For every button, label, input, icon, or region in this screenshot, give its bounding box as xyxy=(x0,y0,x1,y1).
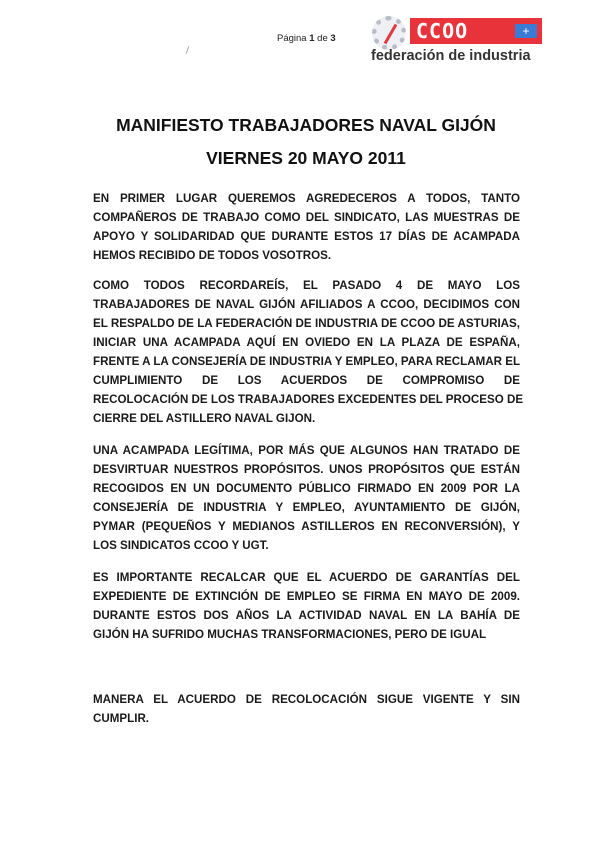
text-line: HEMOS RECIBIDO DE TODOS VOSOTROS. xyxy=(93,249,332,262)
gear-compass-icon xyxy=(372,16,406,50)
text-line: PYMAR (PEQUEÑOS Y MEDIANOS ASTILLEROS EN RECONVERSIÓN), Y xyxy=(93,520,520,533)
page-number xyxy=(277,33,336,44)
ccoo-banner xyxy=(410,18,542,44)
text-line: UNA ACAMPADA LEGÍTIMA, POR MÁS QUE ALGUNOS HAN TRATADO DE xyxy=(93,444,520,457)
text-line: LOS SINDICATOS CCOO Y UGT. xyxy=(93,539,269,552)
text-line: RECOGIDOS EN UN DOCUMENTO PÚBLICO FIRMADO EN 2009 POR LA xyxy=(93,482,520,495)
scan-mark xyxy=(186,46,190,54)
page-label: Página xyxy=(277,33,307,44)
text-line: CIERRE DEL ASTILLERO NAVAL GIJON. xyxy=(93,412,316,425)
page-current: 1 xyxy=(309,33,315,44)
text-line: EL RESPALDO DE LA FEDERACIÓN DE INDUSTRIA DE CCOO DE ASTURIAS, xyxy=(93,317,520,330)
text-line: GIJÓN HA SUFRIDO MUCHAS TRANSFORMACIONES, PERO DE IGUAL xyxy=(93,628,487,641)
text-line: DURANTE ESTOS DOS AÑOS LA ACTIVIDAD NAVAL EN LA BAHÍA DE xyxy=(93,609,520,622)
text-line: MANERA EL ACUERDO DE RECOLOCACIÓN SIGUE VIGENTE Y SIN xyxy=(93,693,520,706)
text-line: EN PRIMER LUGAR QUEREMOS AGREDECEROS A TODOS, TANTO xyxy=(93,192,520,205)
text-line: DESVIRTUAR NUESTROS PROPÓSITOS. UNOS PROPÓSITOS QUE ESTÁN xyxy=(93,463,520,476)
text-line: RECOLOCACIÓN DE LOS TRABAJADORES EXCEDENTES DEL PROCESO DE xyxy=(93,393,524,406)
text-line: CUMPLIR. xyxy=(93,712,150,725)
text-line: TRABAJADORES DE NAVAL GIJÓN AFILIADOS A CCOO, DECIDIMOS CON xyxy=(93,298,520,311)
document-subtitle: VIERNES 20 MAYO 2011 xyxy=(206,148,406,168)
plus-icon: + xyxy=(515,24,537,38)
logo-text: CCOO xyxy=(416,19,469,43)
text-line: CUMPLIMIENTO DE LOS ACUERDOS DE COMPROMISO DE xyxy=(93,374,520,387)
text-line: COMPAÑEROS DE TRABAJO COMO DEL SINDICATO, LAS MUESTRAS DE xyxy=(93,211,520,224)
text-line: EXPEDIENTE DE EXTINCIÓN DE EMPLEO SE FIRMA EN MAYO DE 2009. xyxy=(93,590,520,603)
text-line: ES IMPORTANTE RECALCAR QUE EL ACUERDO DE GARANTÍAS DEL xyxy=(93,571,520,584)
text-line: COMO TODOS RECORDAREÍS, EL PASADO 4 DE MAYO LOS xyxy=(93,279,520,292)
paragraph-3 xyxy=(93,441,520,555)
page-of: de xyxy=(317,33,328,44)
paragraph-1 xyxy=(93,189,520,265)
text-line: APOYO Y SOLIDARIDAD QUE DURANTE ESTOS 17 DÍAS DE ACAMPADA xyxy=(93,230,520,243)
text-line: CONSEJERÍA DE INDUSTRIA Y EMPLEO, AYUNTAMIENTO DE GIJÓN, xyxy=(93,501,520,514)
paragraph-5 xyxy=(93,690,520,728)
paragraph-2 xyxy=(93,276,524,428)
text-line: INICIAR UNA ACAMPADA AQUÍ EN OVIEDO EN LA PLAZA DE ESPAÑA, xyxy=(93,336,520,349)
document-title: MANIFIESTO TRABAJADORES NAVAL GIJÓN xyxy=(116,115,496,135)
ccoo-logo xyxy=(372,16,542,66)
paragraph-4 xyxy=(93,568,520,644)
text-line: FRENTE A LA CONSEJERÍA DE INDUSTRIA Y EMPLEO, PARA RECLAMAR EL xyxy=(93,355,521,368)
page-total: 3 xyxy=(330,33,336,44)
federation-name: federación de industria xyxy=(371,48,531,64)
